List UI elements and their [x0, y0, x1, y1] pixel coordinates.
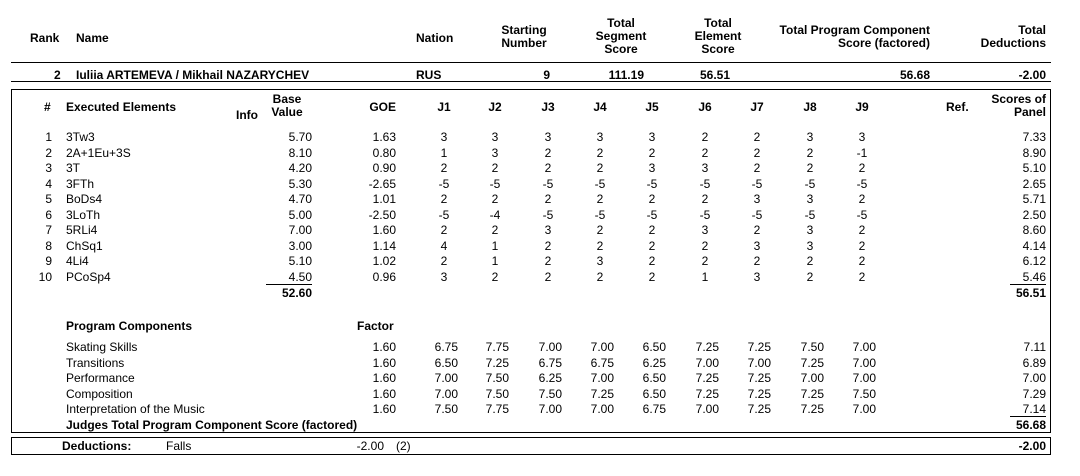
component-judge-score: 7.25	[695, 386, 719, 401]
judge-score: -5	[594, 207, 606, 222]
judge-score: -1	[856, 145, 868, 160]
component-judge-score: 7.00	[590, 402, 614, 417]
judge-score: 2	[544, 145, 552, 160]
deductions-label: Deductions:	[62, 439, 132, 453]
deduction-value: -2.00	[356, 439, 384, 453]
element-number: 4	[45, 176, 52, 191]
component-judge-score: 7.50	[538, 386, 562, 401]
judge-score: -5	[438, 207, 450, 222]
judge-score: -4	[489, 207, 501, 222]
judge-score: 3	[491, 130, 499, 144]
judge-score: 3	[806, 238, 814, 253]
judge-score: -5	[489, 176, 501, 191]
element-name: PCoSp4	[66, 269, 111, 284]
judge-score: -5	[751, 176, 763, 191]
judge-score: 3	[753, 238, 761, 253]
element-panel-score: 8.60	[1022, 223, 1046, 237]
element-number: 6	[45, 207, 52, 222]
judge-score: 1	[491, 238, 499, 253]
element-number: 7	[45, 223, 52, 237]
name-header: Name	[76, 31, 109, 45]
judge-score: -5	[699, 176, 711, 191]
judge-score: 2	[440, 161, 448, 175]
element-goe: 1.01	[372, 192, 396, 206]
element-panel-score: 7.33	[1022, 130, 1046, 144]
component-judge-score: 7.00	[800, 371, 824, 386]
component-judge-score: 7.00	[434, 371, 458, 386]
component-judge-score: 7.00	[434, 386, 458, 401]
element-base-value: 8.10	[288, 145, 312, 160]
element-panel-score: 5.46	[1022, 269, 1046, 284]
element-number: 5	[45, 192, 52, 206]
judge-score: 2	[753, 254, 761, 268]
judge-score: 3	[440, 130, 448, 144]
judge-score: 1	[701, 269, 709, 284]
judge-score: 2	[544, 161, 552, 175]
deduction-count: (2)	[396, 439, 411, 453]
element-goe: -2.50	[368, 207, 396, 222]
element-number: 8	[45, 238, 52, 253]
judge-score: 1	[440, 145, 448, 160]
skater-tss: 111.19	[608, 68, 644, 82]
component-judge-score: 7.00	[538, 402, 562, 417]
nation-header: Nation	[416, 31, 454, 45]
component-judge-score: 6.25	[538, 371, 562, 386]
element-panel-score: 2.50	[1022, 207, 1046, 222]
judge-score: 2	[701, 192, 709, 206]
component-judge-score: 6.50	[642, 386, 666, 401]
component-name: Composition	[66, 386, 133, 401]
component-judge-score: 7.25	[800, 355, 824, 370]
judge-score: 2	[648, 269, 656, 284]
judge-score: 2	[858, 192, 866, 206]
judge-score: 3	[858, 130, 866, 144]
component-judge-score: 7.50	[852, 386, 876, 401]
element-name: 3T	[66, 161, 81, 175]
component-judge-score: 7.25	[747, 402, 771, 417]
element-panel-score: 5.71	[1022, 192, 1046, 206]
element-panel-score: 6.12	[1022, 254, 1046, 268]
element-panel-score: 4.14	[1022, 238, 1046, 253]
judge-score: 3	[806, 223, 814, 237]
judge-score: -5	[542, 176, 554, 191]
element-name: BoDs4	[66, 192, 103, 206]
skater-name: Iuliia ARTEMEVA / Mikhail NAZARYCHEV	[76, 68, 310, 82]
judge-score: 2	[596, 161, 604, 175]
judge-score: 3	[648, 161, 656, 175]
judge-score: 2	[858, 269, 866, 284]
judge-score: 1	[491, 254, 499, 268]
judge-score: 2	[858, 223, 866, 237]
component-factor: 1.60	[372, 355, 396, 370]
component-judge-score: 7.00	[747, 355, 771, 370]
element-name: 5RLi4	[66, 223, 98, 237]
element-goe: 1.02	[372, 254, 396, 268]
judge-header: J2	[488, 100, 502, 114]
component-judge-score: 6.75	[434, 340, 458, 354]
element-number: 10	[38, 269, 52, 284]
element-name: 3FTh	[66, 176, 95, 191]
component-judge-score: 7.25	[695, 340, 719, 354]
judge-header: J6	[698, 100, 712, 114]
judge-score: 3	[701, 223, 709, 237]
judge-score: 2	[753, 130, 761, 144]
judge-score: 2	[701, 130, 709, 144]
deduction-type: Falls	[166, 439, 192, 453]
pcs-header: Total Program Component Score (factored)	[779, 23, 930, 50]
judge-score: 2	[440, 192, 448, 206]
element-name: 2A+1Eu+3S	[66, 145, 131, 160]
component-factor: 1.60	[372, 402, 396, 417]
element-name: ChSq1	[66, 238, 103, 253]
judge-score: 2	[491, 223, 499, 237]
component-judge-score: 7.00	[852, 340, 876, 354]
judge-score: 2	[544, 254, 552, 268]
judge-score: -5	[646, 176, 658, 191]
component-judge-score: 6.50	[642, 371, 666, 386]
component-judge-score: 7.25	[485, 355, 509, 370]
judge-score: 2	[806, 269, 814, 284]
element-goe: 1.60	[372, 223, 396, 237]
base-value-header: Base Value	[271, 92, 303, 119]
component-judge-score: 6.75	[642, 402, 666, 417]
pcs-total-line	[1010, 416, 1046, 417]
component-factor: 1.60	[372, 371, 396, 386]
judge-score: 2	[544, 238, 552, 253]
component-judge-score: 6.75	[590, 355, 614, 370]
factor-header: Factor	[357, 319, 394, 333]
judge-score: 2	[806, 254, 814, 268]
judge-score: 2	[648, 192, 656, 206]
element-number: 9	[45, 254, 52, 268]
judge-score: 3	[701, 161, 709, 175]
judge-score: 3	[806, 130, 814, 144]
skater-deductions: -2.00	[1018, 68, 1046, 82]
judge-header: J5	[645, 100, 659, 114]
deductions-total: -2.00	[1018, 439, 1046, 453]
element-name: 4Li4	[66, 254, 89, 268]
element-panel-score: 8.90	[1022, 145, 1046, 160]
element-base-value: 4.70	[288, 192, 312, 206]
component-judge-score: 7.25	[695, 371, 719, 386]
element-base-value: 3.00	[288, 238, 312, 253]
info-header: Info	[236, 108, 258, 122]
element-base-value: 7.00	[288, 223, 312, 237]
element-panel-score: 5.10	[1022, 161, 1046, 175]
component-judge-score: 7.00	[590, 371, 614, 386]
judge-score: 3	[596, 130, 604, 144]
element-goe: 0.80	[372, 145, 396, 160]
component-judge-score: 7.75	[485, 402, 509, 417]
judge-score: -5	[438, 176, 450, 191]
judge-score: 2	[858, 161, 866, 175]
judge-score: 2	[491, 192, 499, 206]
component-judge-score: 7.25	[747, 371, 771, 386]
judge-score: -5	[594, 176, 606, 191]
judge-score: -5	[856, 207, 868, 222]
component-name: Transitions	[66, 355, 125, 370]
element-number: 3	[45, 161, 52, 175]
judge-score: 2	[648, 223, 656, 237]
judge-header: J1	[437, 100, 451, 114]
judge-score: 2	[701, 254, 709, 268]
component-judge-score: 6.50	[642, 340, 666, 354]
element-goe: 0.90	[372, 161, 396, 175]
judge-score: 3	[544, 223, 552, 237]
judge-score: 2	[544, 192, 552, 206]
component-panel-score: 7.14	[1022, 402, 1046, 417]
component-judge-score: 7.00	[695, 355, 719, 370]
judge-score: 3	[596, 254, 604, 268]
component-judge-score: 7.50	[485, 371, 509, 386]
component-judge-score: 7.25	[747, 386, 771, 401]
base-total-line	[266, 284, 312, 285]
element-base-value: 5.00	[288, 207, 312, 222]
judge-score: -5	[542, 207, 554, 222]
element-number: 2	[45, 145, 52, 160]
element-goe: 1.63	[372, 130, 396, 144]
judge-score: 2	[858, 254, 866, 268]
judge-score: 3	[648, 130, 656, 144]
judge-header: J8	[803, 100, 817, 114]
judge-score: -5	[646, 207, 658, 222]
component-judge-score: 7.00	[590, 340, 614, 354]
component-judge-score: 7.00	[538, 340, 562, 354]
element-panel-score: 2.65	[1022, 176, 1046, 191]
element-base-value: 4.50	[288, 269, 312, 284]
judge-score: 2	[806, 145, 814, 160]
component-factor: 1.60	[372, 386, 396, 401]
judge-score: 2	[491, 161, 499, 175]
pcs-total-score: 56.68	[1015, 418, 1046, 432]
component-judge-score: 7.50	[434, 402, 458, 417]
judge-score: 2	[648, 238, 656, 253]
judge-score: 2	[596, 269, 604, 284]
judge-header: J3	[541, 100, 555, 114]
tss-header: Total Segment Score	[595, 16, 647, 56]
component-judge-score: 7.50	[800, 340, 824, 354]
judge-header: J7	[750, 100, 764, 114]
element-number-header: #	[44, 100, 51, 114]
skater-starting-number: 9	[543, 68, 550, 82]
judge-score: 3	[806, 192, 814, 206]
elements-total-score: 56.51	[1015, 286, 1046, 300]
skater-nation: RUS	[416, 68, 442, 82]
judge-score: -5	[804, 207, 816, 222]
judge-score: 2	[440, 254, 448, 268]
component-judge-score: 7.00	[852, 402, 876, 417]
component-judge-score: 7.00	[852, 355, 876, 370]
component-judge-score: 7.50	[485, 386, 509, 401]
rank-header: Rank	[30, 31, 60, 45]
judge-score: 2	[596, 238, 604, 253]
judge-score: -5	[751, 207, 763, 222]
judge-score: -5	[856, 176, 868, 191]
starting-number-header: Starting Number	[501, 23, 547, 50]
component-judge-score: 7.25	[590, 386, 614, 401]
elements-total-line	[1010, 284, 1046, 285]
judge-score: -5	[699, 207, 711, 222]
component-panel-score: 6.89	[1022, 355, 1046, 370]
component-judge-score: 6.50	[434, 355, 458, 370]
element-base-value: 5.70	[288, 130, 312, 144]
judge-score: 2	[701, 238, 709, 253]
judge-score: 4	[440, 238, 448, 253]
executed-elements-header: Executed Elements	[66, 100, 177, 114]
element-goe: 0.96	[372, 269, 396, 284]
element-number: 1	[45, 130, 52, 144]
component-judge-score: 7.25	[800, 386, 824, 401]
skater-tes: 56.51	[699, 68, 730, 82]
judge-score: 3	[753, 192, 761, 206]
scores-of-panel-header: Scores of Panel	[991, 92, 1046, 119]
judge-score: 2	[648, 254, 656, 268]
judge-score: 3	[544, 130, 552, 144]
judge-score: 2	[753, 145, 761, 160]
component-name: Interpretation of the Music	[66, 402, 205, 417]
judge-score: 2	[806, 161, 814, 175]
judge-score: 3	[753, 269, 761, 284]
component-panel-score: 7.11	[1023, 340, 1046, 354]
element-name: 3Tw3	[66, 130, 95, 144]
judge-score: 2	[596, 192, 604, 206]
element-goe: 1.14	[372, 238, 396, 253]
element-name: 3LoTh	[66, 207, 101, 222]
judge-score: 2	[491, 269, 499, 284]
judge-score: -5	[804, 176, 816, 191]
component-judge-score: 7.00	[695, 402, 719, 417]
judge-score: 2	[858, 238, 866, 253]
component-judge-score: 7.25	[800, 402, 824, 417]
judge-score: 2	[753, 161, 761, 175]
component-judge-score: 6.75	[538, 355, 562, 370]
component-factor: 1.60	[372, 340, 396, 354]
judge-header: J4	[593, 100, 607, 114]
component-judge-score: 6.25	[642, 355, 666, 370]
ref-header: Ref.	[946, 100, 969, 114]
component-name: Skating Skills	[66, 340, 138, 354]
elements-total-base: 52.60	[281, 286, 312, 300]
judge-header: J9	[855, 100, 869, 114]
component-panel-score: 7.00	[1022, 371, 1046, 386]
component-name: Performance	[66, 371, 135, 386]
component-judge-score: 7.25	[747, 340, 771, 354]
ded-header: Total Deductions	[980, 23, 1046, 50]
component-judge-score: 7.00	[852, 371, 876, 386]
judge-score: 2	[701, 145, 709, 160]
skater-rank: 2	[54, 68, 61, 82]
judge-score: 3	[440, 269, 448, 284]
goe-header: GOE	[369, 100, 396, 114]
element-base-value: 5.30	[288, 176, 312, 191]
program-components-header: Program Components	[66, 319, 193, 333]
judge-score: 2	[544, 269, 552, 284]
element-goe: -2.65	[368, 176, 396, 191]
component-judge-score: 7.75	[485, 340, 509, 354]
tes-header: Total Element Score	[694, 16, 742, 56]
element-base-value: 5.10	[288, 254, 312, 268]
judge-score: 2	[648, 145, 656, 160]
component-panel-score: 7.29	[1022, 386, 1046, 401]
element-base-value: 4.20	[288, 161, 312, 175]
judge-score: 2	[440, 223, 448, 237]
judge-score: 2	[596, 223, 604, 237]
judge-score: 3	[491, 145, 499, 160]
pcs-total-label: Judges Total Program Component Score (factored)	[66, 418, 358, 432]
skater-pcs: 56.68	[899, 68, 930, 82]
judge-score: 2	[753, 223, 761, 237]
judge-score: 2	[596, 145, 604, 160]
